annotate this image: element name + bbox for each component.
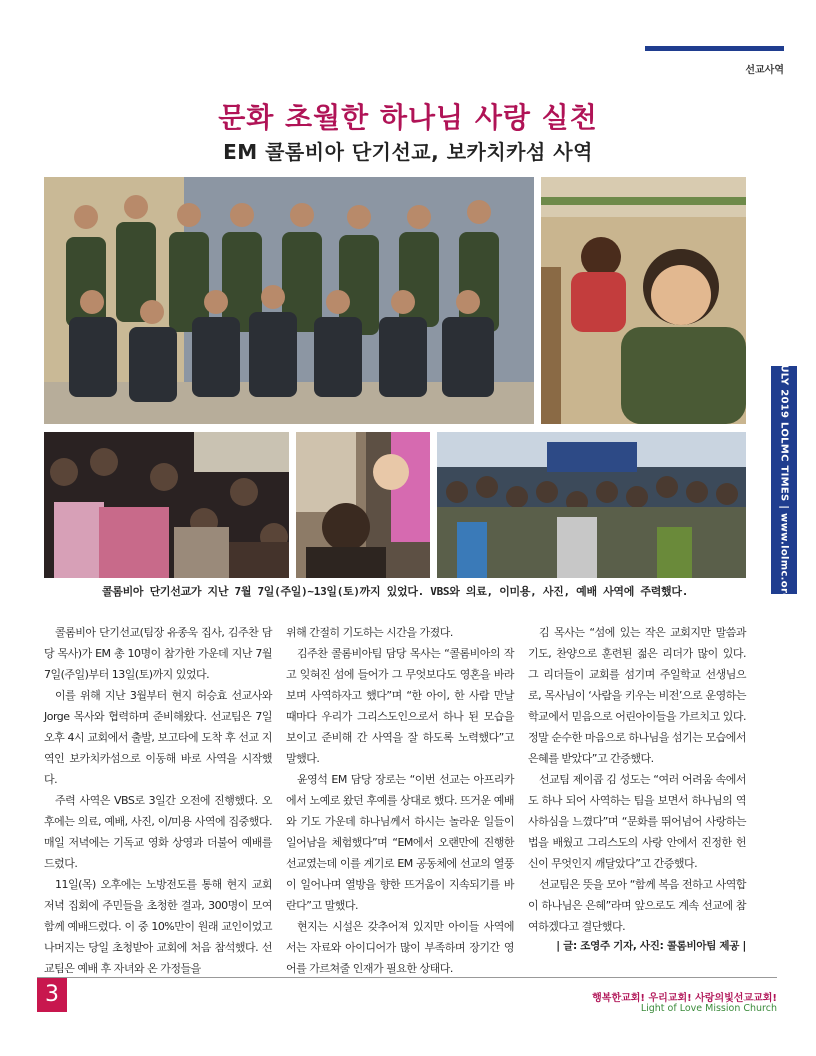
article-subheadline: EM 콜롬비아 단기선교, 보카치카섬 사역 bbox=[223, 140, 593, 164]
group-photo bbox=[44, 177, 534, 424]
footer-church-name: Light of Love Mission Church bbox=[640, 1003, 777, 1014]
article-column-1 bbox=[44, 622, 272, 979]
sidebar-label bbox=[771, 359, 797, 601]
paragraph: 콜롬비아 단기선교(팀장 유종욱 집사, 김주찬 담당 목사)가 EM 총 10명이 참가한 가운데 지난 7월 7일(주일)부터 13일(토)까지 있었다. bbox=[44, 626, 272, 681]
photo-caption: 콜롬비아 단기선교가 지난 7월 7일(주일)~13일(토)까지 있었다. VBS와 의료, 이미용, 사진, 예배 사역에 주력했다. bbox=[101, 585, 689, 598]
worship-service-photo bbox=[437, 432, 746, 578]
paragraph: 위해 간절히 기도하는 시간을 가졌다. bbox=[286, 626, 453, 639]
paragraph: 윤영석 EM 담당 장로는 “이번 선교는 아프리카에서 노예로 왔던 후예를 상대로 했다. 뜨거운 예배와 기도 가운데 하나님께서 하시는 놀라운 일들이 일어남을 체험했다”며 “EM에서 오랜만에 진행한 선교였는데 이를 계기로 EM 공동체에 선교의 열풍이 일어나며 열방을 향한 뜨거움이 지속되기를 바란다”고 말했다. bbox=[286, 773, 514, 912]
paragraph: 11일(목) 오후에는 노방전도를 통해 현지 교회 저녁 집회에 주민들을 초청한 결과, 300명이 모여 함께 예배드렸다. 이 중 10%만이 원래 교인이었고 나머지는 당일 초청받아 교회에 처음 참석했다. 선교팀은 예배 후 자녀와 온 가정들을 bbox=[44, 878, 272, 975]
header-accent-bar bbox=[645, 46, 784, 51]
section-label: 선교사역 bbox=[745, 65, 784, 76]
prayer-photo bbox=[44, 432, 289, 578]
paragraph: 이를 위해 지난 3월부터 현지 허승효 선교사와 Jorge 목사와 협력하며 준비해왔다. 선교팀은 7일 오후 4시 교회에서 출발, 보고타에 도착 후 선교 지역인 보카치카섬으로 이동해 바로 사역을 시작했다. bbox=[44, 689, 272, 786]
paragraph: 김주찬 콜롬비아팀 담당 목사는 “콜롬비아의 작고 잊혀진 섬에 들어가 그 무엇보다도 영혼을 바라보며 사역하자고 했다”며 “한 아이, 한 사람 만날 때마다 우리가 그리스도인으로서 하나 된 모습을 보이고 준비해 간 사역을 잘 하도록 노력했다”고 말했다. bbox=[286, 647, 514, 765]
page-number: 3 bbox=[37, 978, 67, 1012]
paragraph: 현지는 시설은 갖추어져 있지만 아이들 사역에서는 자료와 아이디어가 많이 부족하며 장기간 영어를 가르쳐줄 인재가 필요한 상태다. bbox=[286, 920, 514, 975]
paragraph: 주력 사역은 VBS로 3일간 오전에 진행했다. 오후에는 의료, 예배, 사진, 이/미용 사역에 집중했다. 매일 저녁에는 기독교 영화 상영과 더불어 예배를 드렸다. bbox=[44, 794, 272, 870]
footer-divider bbox=[37, 977, 777, 978]
paragraph: 김 목사는 “섬에 있는 작은 교회지만 말씀과 기도, 찬양으로 훈련된 젊은 리더가 많이 있다. 그 리더들이 교회를 섬기며 주일학교 선생님으로, 목사님이 ‘사람을 키우는 비전’으로 운영하는 학교에서 믿음으로 어린아이들을 가르치고 있다. 정말 순수한 마음으로 하나님을 섬기는 모습에서 은혜를 받았다”고 간증했다. bbox=[528, 626, 746, 765]
article-column-3 bbox=[528, 622, 746, 937]
sidebar-text: JULY 2019 LOLMC TIMES | www.lolmc.org bbox=[778, 359, 790, 601]
haircut-photo bbox=[296, 432, 430, 578]
footer-slogan-korean: 행복한교회! 우리교회! 사랑의빛선교교회! bbox=[592, 993, 777, 1004]
girl-with-child-photo bbox=[541, 177, 746, 424]
article-headline: 문화 초월한 하나님 사랑 실천 bbox=[218, 101, 598, 134]
article-credit: | 글: 조영주 기자, 사진: 콜롬비아팀 제공 | bbox=[556, 940, 746, 952]
paragraph: 선교팀 제이콥 김 성도는 “여러 어려움 속에서도 하나 되어 사역하는 팀을 보면서 하나님의 역사하심을 느꼈다”며 “문화를 뛰어넘어 사랑하는 법을 배웠고 그리스도의 사랑 안에서 진정한 헌신이 무엇인지 깨달았다”고 간증했다. bbox=[528, 773, 746, 870]
paragraph: 선교팀은 뜻을 모아 “함께 복음 전하고 사역합이 하나님은 은혜”라며 앞으로도 계속 선교에 참여하겠다고 결단했다. bbox=[528, 878, 746, 933]
article-column-2 bbox=[286, 622, 514, 979]
